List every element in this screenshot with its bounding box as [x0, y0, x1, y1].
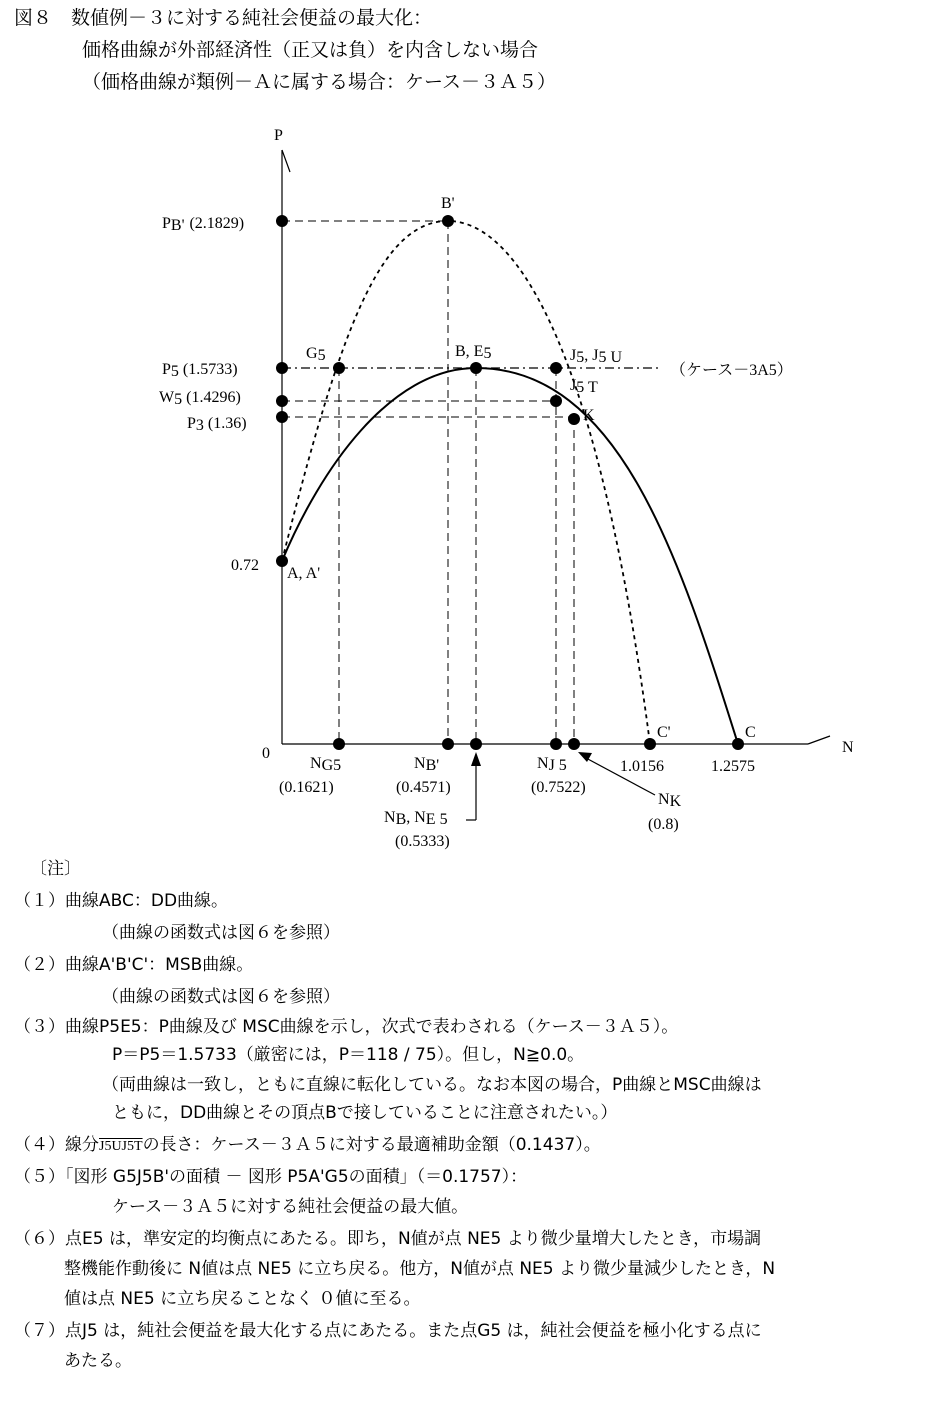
ytick-pb-prime: PB' (2.1829) [162, 215, 245, 234]
note-5: （５）「図形 G5J5B'の面積 － 図形 P5A'G5の面積」（＝0.1757）： [14, 1167, 528, 1187]
label-a-a-prime: A, A' [287, 565, 321, 582]
msb-curve-abc-prime [282, 221, 650, 744]
ytick-p3: P3 (1.36) [187, 415, 247, 434]
label-k: K [583, 407, 595, 424]
label-c-prime: C' [657, 724, 671, 741]
point-p5 [276, 362, 288, 374]
dd-curve-abc [282, 368, 738, 744]
figure-title-line2: 価格曲線が外部経済性（正又は負）を内含しない場合 [82, 39, 539, 61]
note-6-line2: 整機能作動後に N値は点 NE5 に立ち戻る。他方，N値が点 NE5 より微少量減少したとき，N [64, 1259, 776, 1279]
x-axis-tail [808, 736, 830, 744]
point-c [732, 738, 744, 750]
ytick-p5: P5 (1.5733) [162, 361, 238, 380]
xtick-nb-prime-value: (0.4571) [396, 779, 451, 796]
xtick-nk: NK [658, 791, 682, 810]
point-pb-prime [276, 215, 288, 227]
note-6: （６）点E5 は，準安定的均衡点にあたる。即ち，N値が点 NE5 より微少量増大したとき，市場調 [14, 1229, 762, 1249]
figure-title-line1: 図８ 数値例－３に対する純社会便益の最大化： [14, 7, 433, 29]
xtick-nb-prime: NB' [414, 755, 440, 774]
label-g5: G5 [306, 345, 326, 364]
label-b-e5: B, E5 [455, 343, 492, 362]
point-nb-prime [442, 738, 454, 750]
note-3-remark-2: ともに，DD曲線とその頂点Bで接していることに注意されたい。） [112, 1103, 618, 1123]
y-axis-tail [282, 150, 290, 172]
note-5-sub: ケース－３Ａ５に対する純社会便益の最大値。 [112, 1197, 469, 1217]
note-4-text: の長さ：ケース－３Ａ５に対する最適補助金額（0.1437）。 [142, 1135, 601, 1155]
xtick-nk-value: (0.8) [648, 816, 679, 833]
point-b-e5 [470, 362, 482, 374]
note-3-formula: P＝P5＝1.5733（厳密には，P＝118 / 75）。但し，N≧0.0。 [112, 1045, 585, 1065]
note-1-sub: （曲線の函数式は図６を参照） [102, 923, 340, 943]
figure-title-line3: （価格曲線が類例－Ａに属する場合：ケース－３Ａ５） [82, 71, 557, 93]
ytick-zero: 0 [262, 745, 270, 762]
note-3-remark-1: （両曲線は一致し，ともに直線に転化している。なお本図の場合，P曲線とMSC曲線は [102, 1075, 762, 1095]
point-w5 [276, 395, 288, 407]
point-nj5 [550, 738, 562, 750]
note-2: （２）曲線A'B'C'：MSB曲線。 [14, 955, 254, 975]
note-4-prefix: （４）線分 [14, 1135, 99, 1155]
note-1: （１）曲線ABC：DD曲線。 [14, 891, 229, 911]
notes-header: 〔注〕 [30, 859, 81, 879]
xtick-ng5: NG5 [310, 755, 342, 774]
note-6-line3: 値は点 NE5 に立ち戻ることなく ０値に至る。 [64, 1289, 421, 1309]
point-j5t [550, 395, 562, 407]
diagram-points [276, 215, 744, 750]
point-p3 [276, 411, 288, 423]
note-7-line2: あたる。 [64, 1351, 132, 1371]
note-4-segment: J5UJ5T [99, 1139, 143, 1154]
label-case-3a5: （ケース－3A5） [670, 362, 793, 379]
note-4 [14, 1134, 601, 1158]
point-nk [568, 738, 580, 750]
arrow-nb-head [471, 752, 481, 766]
xtick-nb-ne5: NB, NE 5 [384, 809, 448, 828]
point-g5 [333, 362, 345, 374]
xtick-nb-value: (0.5333) [395, 833, 450, 850]
point-b-prime [442, 215, 454, 227]
note-3: （３）曲線P5E5：P曲線及び MSC曲線を示し，次式で表わされる（ケース－３Ａ５）。 [14, 1017, 679, 1037]
point-nb [470, 738, 482, 750]
ytick-072: 0.72 [231, 557, 259, 574]
note-2-sub: （曲線の函数式は図６を参照） [102, 987, 340, 1007]
label-j5t: J5 T [570, 377, 598, 396]
ytick-w5: W5 (1.4296) [159, 389, 241, 408]
point-ng5 [333, 738, 345, 750]
xtick-10156: 1.0156 [620, 758, 664, 775]
label-c: C [745, 724, 756, 741]
point-j5 [550, 362, 562, 374]
xtick-nj5-value: (0.7522) [531, 779, 586, 796]
xtick-ng5-value: (0.1621) [279, 779, 334, 796]
xtick-nj5: NJ 5 [537, 755, 567, 774]
point-k [568, 413, 580, 425]
x-axis-label: N [842, 739, 854, 756]
note-7: （７）点J5 は，純社会便益を最大化する点にあたる。また点G5 は，純社会便益を極小化する点に [14, 1321, 762, 1341]
y-axis-label: P [274, 127, 283, 144]
economics-diagram [0, 100, 942, 855]
label-j5-j5u: J5, J5 U [570, 347, 623, 366]
label-b-prime: B' [441, 195, 455, 212]
point-c-prime [644, 738, 656, 750]
xtick-12575: 1.2575 [711, 758, 755, 775]
